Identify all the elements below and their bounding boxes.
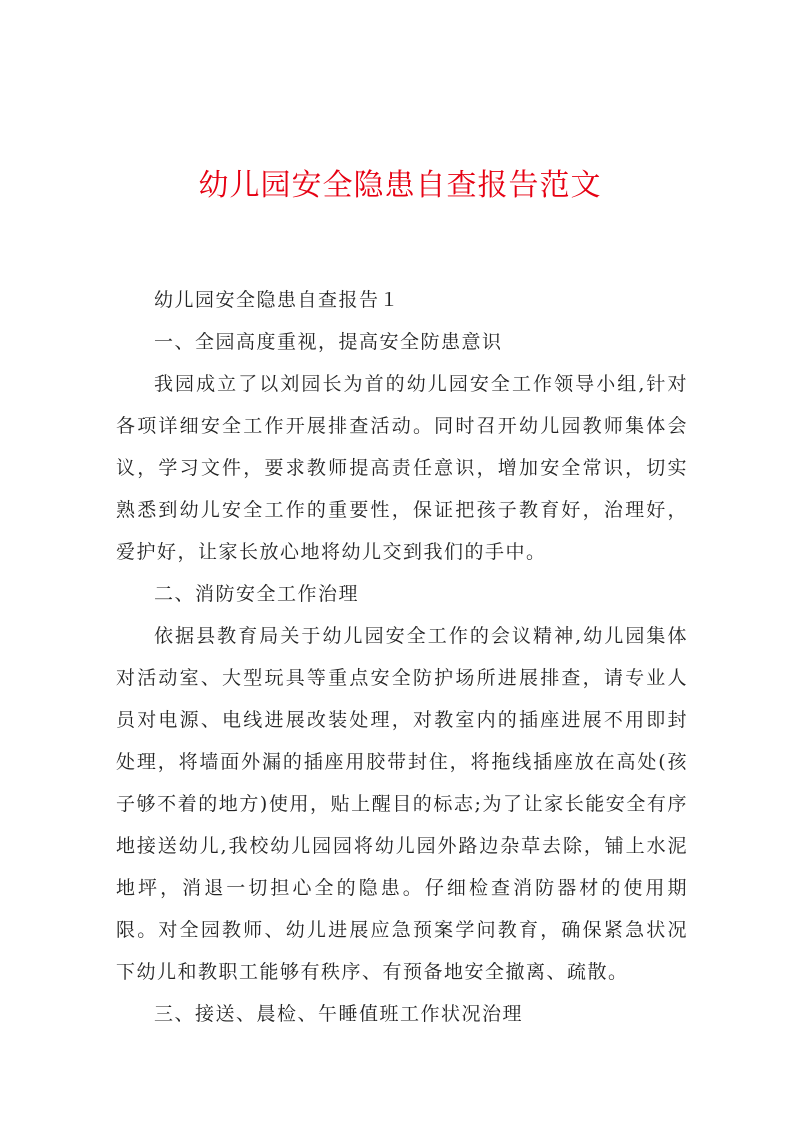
section-heading-2: 二、消防安全工作治理: [154, 583, 360, 605]
section-paragraph-1: 我园成立了以刘园长为首的幼儿园安全工作领导小组,针对各项详细安全工作开展排查活动。同时召开幼儿园教师集体会议，学习文件，要求教师提高责任意识，增加安全常识，切实熟悉到幼儿安全工作的重要性，保证把孩子教育好，治理好，爱护好，让家长放心地将幼儿交到我们的手中。: [116, 373, 688, 563]
section-paragraph-2: 依据县教育局关于幼儿园安全工作的会议精神,幼儿园集体对活动室、大型玩具等重点安全防护场所进展排查，请专业人员对电源、电线进展改装处理，对教室内的插座进展不用即封处理，将墙面外漏的插座用胶带封住，将拖线插座放在高处(孩子够不着的地方)使用，贴上醒目的标志;为了让家长能安全有序地接送幼儿,我校幼儿园园将幼儿园外路边杂草去除，铺上水泥地坪，消退一切担心全的隐患。仔细检查消防器材的使用期限。对全园教师、幼儿进展应急预案学问教育，确保紧急状况下幼儿和教职工能够有秩序、有预备地安全撤离、疏散。: [116, 625, 688, 983]
section-heading-1: 一、全园高度重视，提高安全防患意识: [154, 331, 503, 353]
document-title: 幼儿园安全隐患自查报告范文: [198, 168, 602, 203]
document-body: [116, 279, 688, 1035]
report-subtitle: 幼儿园安全隐患自查报告１: [154, 289, 401, 311]
section-heading-3: 三、接送、晨检、午睡值班工作状况治理: [154, 1003, 524, 1025]
